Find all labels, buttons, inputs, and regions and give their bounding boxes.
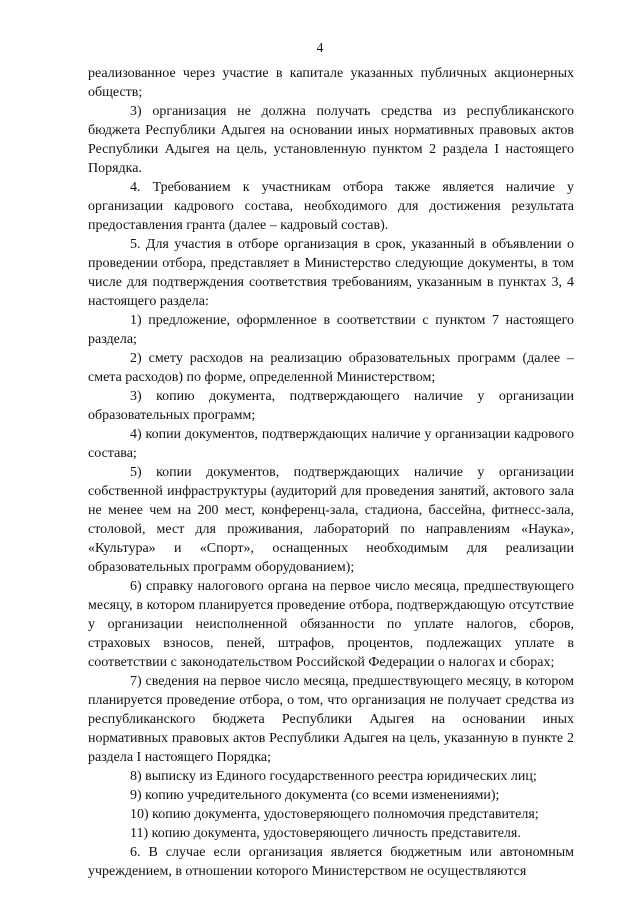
list-item: 2) смету расходов на реализацию образовательных программ (далее – смета расходов) по форме, определенной Министерством; [88,351,574,385]
list-item: 8) выписку из Единого государственного реестра юридических лиц; [130,769,537,784]
list-item: 5) копии документов, подтверждающих наличие у организации собственной инфраструктуры (аудиторий для проведения занятий, актового зала не менее чем на 200 мест, конференц-зала, стадиона, бассейна, фитнесс-зала, столовой, мест для проживания, лабораторий по направлениям «Наука», «Культура» и «Спорт», оснащенных необходимым для реализации образовательных программ оборудованием); [88,465,574,575]
list-item: 10) копию документа, удостоверяющего полномочия представителя; [130,807,539,822]
list-item: 11) копию документа, удостоверяющего личность представителя. [130,826,521,841]
paragraph: реализованное через участие в капитале указанных публичных акционерных обществ; [88,66,574,100]
paragraph: 3) организация не должна получать средства из республиканского бюджета Республики Адыгея на основании иных нормативных правовых актов Республики Адыгея на цель, установленную пунктом 2 раздела I настоящего Порядка. [88,104,574,176]
page-number: 4 [316,40,324,55]
paragraph: 4. Требованием к участникам отбора также является наличие у организации кадрового состава, необходимого для достижения результата предоставления гранта (далее – кадровый состав). [88,180,574,233]
paragraph: 6. В случае если организация является бюджетным или автономным учреждением, в отношении которого Министерством не осуществляются [88,845,574,879]
list-item: 6) справку налогового органа на первое число месяца, предшествующего месяцу, в котором планируется проведение отбора, подтверждающую отсутствие у организации неисполненной обязанности по уплате налогов, сборов, страховых взносов, пеней, штрафов, процентов, подлежащих уплате в соответствии с законодательством Российской Федерации о налогах и сборах; [88,579,574,670]
list-item: 9) копию учредительного документа (со всеми изменениями); [130,788,500,803]
list-item: 4) копии документов, подтверждающих наличие у организации кадрового состава; [88,427,574,461]
paragraph: 5. Для участия в отборе организация в срок, указанный в объявлении о проведении отбора, представляет в Министерство следующие документы, в том числе для подтверждения соответствия требованиям, указанным в пунктах 3, 4 настоящего раздела: [88,237,574,309]
list-item: 1) предложение, оформленное в соответствии с пунктом 7 настоящего раздела; [88,313,574,347]
document-body [88,64,574,881]
list-item: 3) копию документа, подтверждающего наличие у организации образовательных программ; [88,389,574,423]
list-item: 7) сведения на первое число месяца, предшествующего месяцу, в котором планируется проведение отбора, о том, что организация не получает средства из республиканского бюджета Республики Адыгея на основании иных нормативных правовых актов Республики Адыгея на цель, указанную в пункте 2 раздела I настоящего Порядка; [88,674,574,765]
